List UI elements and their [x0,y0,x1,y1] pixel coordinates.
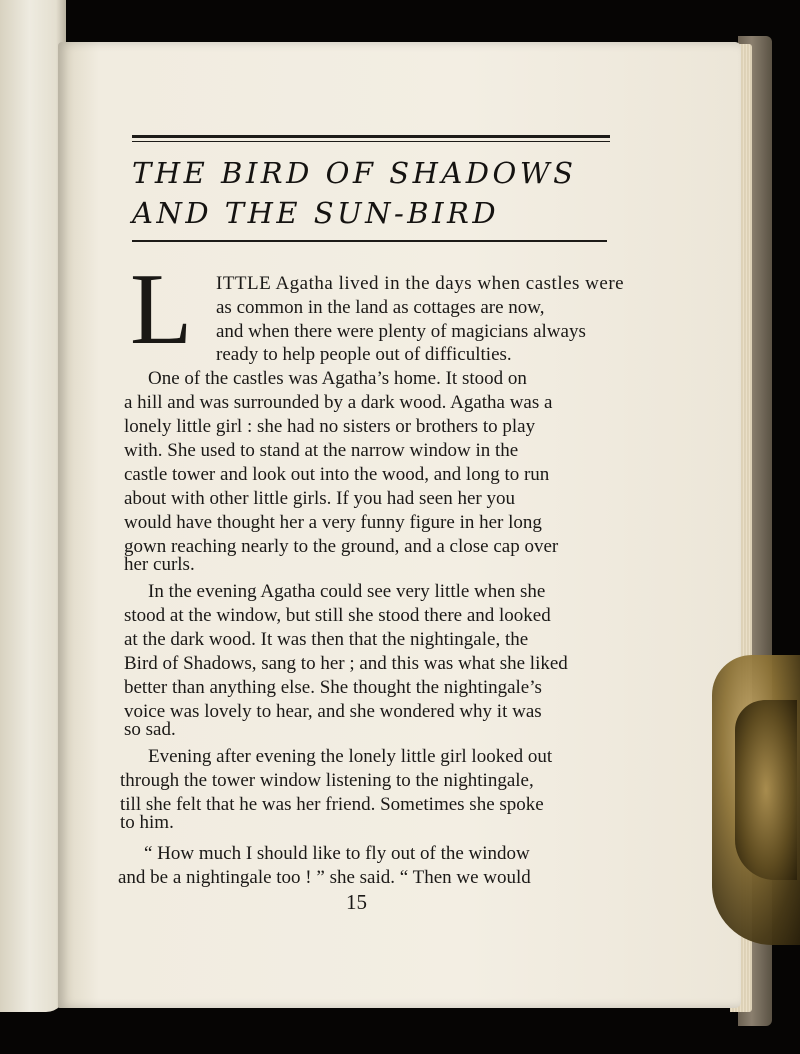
body-line: “ How much I should like to fly out of the window [144,843,530,864]
chapter-title-line-2: AND THE SUN-BIRD [132,196,500,230]
facing-page-edge [0,0,66,1012]
body-line: castle tower and look out into the wood, and long to run [124,464,550,485]
page-number: 15 [346,890,367,914]
body-line: with. She used to stand at the narrow window in the [124,440,519,461]
title-rule-bottom [132,240,607,242]
body-line: a hill and was surrounded by a dark wood. Agatha was a [124,392,553,413]
body-line: voice was lovely to hear, and she wondered why it was [124,701,542,722]
body-line: at the dark wood. It was then that the nightingale, the [124,629,529,650]
brass-clasp-detail [735,700,797,880]
body-line: and be a nightingale too ! ” she said. “ Then we would [118,867,531,888]
body-line: better than anything else. She thought the nightingale’s [124,677,542,698]
body-line: ITTLE Agatha lived in the days when castles were [216,273,625,294]
body-line: lonely little girl : she had no sisters or brothers to play [124,416,536,437]
body-line: stood at the window, but still she stood there and looked [124,605,551,626]
body-line: through the tower window listening to the nightingale, [120,770,534,791]
title-rule-top-thin [132,141,610,142]
body-line: One of the castles was Agatha’s home. It stood on [148,368,527,389]
title-rule-top [132,135,610,138]
body-line: Bird of Shadows, sang to her ; and this was what she liked [124,653,568,674]
body-line: so sad. [124,719,176,740]
drop-cap: L [130,253,193,366]
body-line: about with other little girls. If you had seen her you [124,488,515,509]
body-line: gown reaching nearly to the ground, and a close cap over [124,536,559,557]
body-line: would have thought her a very funny figure in her long [124,512,542,533]
body-line: her curls. [124,554,195,575]
body-line: and when there were plenty of magicians always [216,321,586,342]
body-line: till she felt that he was her friend. Sometimes she spoke [120,794,544,815]
body-line: In the evening Agatha could see very little when she [148,581,546,602]
body-line: Evening after evening the lonely little girl looked out [148,746,553,767]
chapter-title-line-1: THE BIRD OF SHADOWS [132,156,577,190]
body-line: to him. [120,812,174,833]
body-line: ready to help people out of difficulties. [216,344,512,365]
chapter-title [132,153,612,233]
body-line: as common in the land as cottages are now, [216,297,545,318]
